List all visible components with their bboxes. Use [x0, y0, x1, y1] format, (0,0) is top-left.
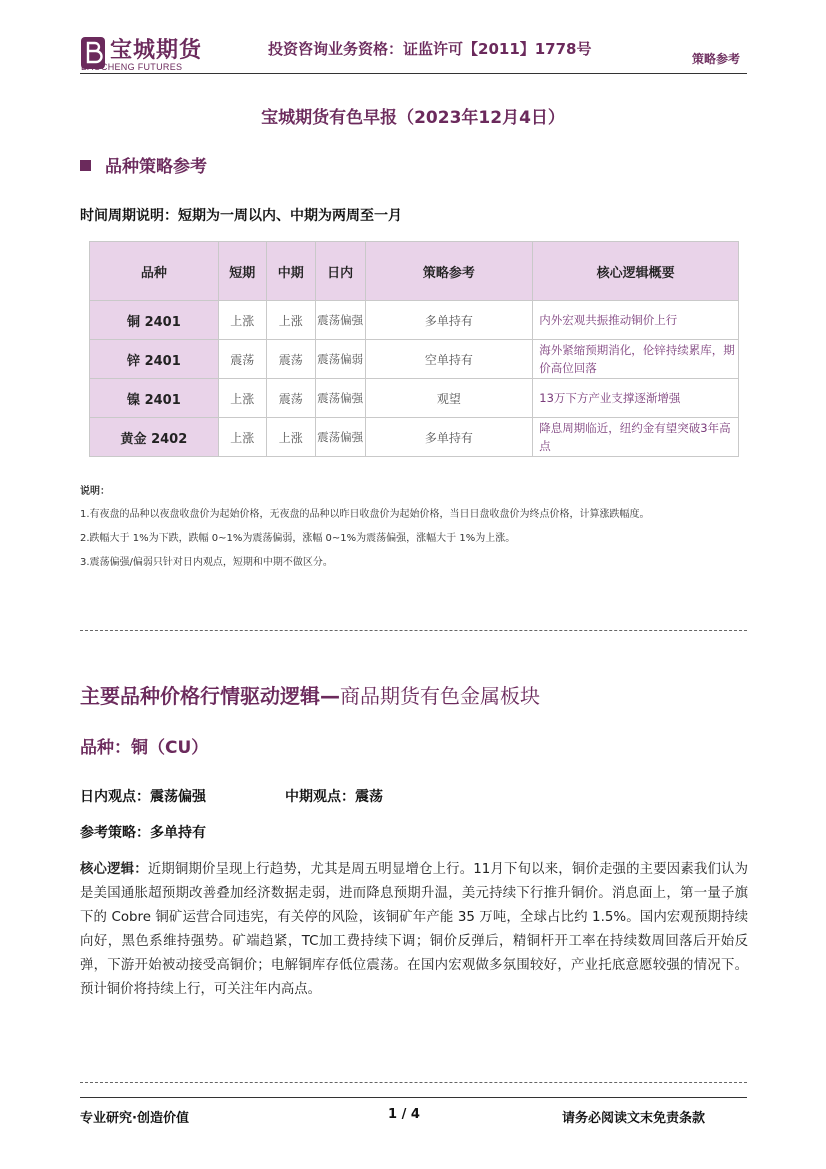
mid-term-cell: 上涨 [266, 301, 315, 340]
section-heading-text: 品种策略参考 [105, 157, 207, 177]
strategy-cell: 观望 [365, 379, 533, 418]
intraday-cell: 震荡偏强 [315, 301, 365, 340]
notes-block [80, 483, 750, 578]
logo-text-cn: 宝城期货 [110, 38, 203, 63]
short-term-cell: 上涨 [218, 418, 266, 457]
report-title: 宝城期货有色早报（2023年12月4日） [261, 108, 565, 128]
logic-cell: 13万下方产业支撑逐渐增强 [533, 379, 739, 418]
page-number: 1 / 4 [388, 1107, 420, 1122]
logic-cell: 海外紧缩预期消化，伦锌持续累库，期价高位回落 [533, 340, 739, 379]
variety-cell: 铜 2401 [90, 301, 219, 340]
dashed-divider [80, 1082, 747, 1083]
table-header-row [90, 242, 739, 301]
col-header: 短期 [218, 242, 266, 301]
report-category: 策略参考 [692, 52, 741, 66]
variety-cell: 黄金 2402 [90, 418, 219, 457]
period-note: 时间周期说明：短期为一周以内、中期为两周至一月 [80, 208, 402, 224]
disclaimer-notice: 请务必阅读文末免责条款 [562, 1111, 706, 1126]
strategy-cell: 空单持有 [365, 340, 533, 379]
intraday-cell: 震荡偏强 [315, 418, 365, 457]
logic-cell: 内外宏观共振推动铜价上行 [533, 301, 739, 340]
col-header: 日内 [315, 242, 365, 301]
short-term-cell: 上涨 [218, 301, 266, 340]
strategy-cell: 多单持有 [365, 418, 533, 457]
table-row [90, 379, 739, 418]
table-row [90, 301, 739, 340]
notes-heading: 说明： [80, 486, 110, 497]
intraday-view: 日内观点：震荡偏强 [80, 789, 206, 805]
intraday-cell: 震荡偏弱 [315, 340, 365, 379]
driver-heading-bold: 主要品种价格行情驱动逻辑— [80, 684, 340, 708]
core-logic-paragraph [80, 858, 748, 1002]
note-item: 2.跌幅大于 1%为下跌，跌幅 0~1%为震荡偏弱，涨幅 0~1%为震荡偏强，涨幅大于 1%为上涨。 [80, 533, 516, 544]
short-term-cell: 上涨 [218, 379, 266, 418]
mid-term-cell: 震荡 [266, 340, 315, 379]
strategy-table [89, 241, 739, 457]
variety-heading: 品种：铜（CU） [80, 738, 209, 758]
views-line [80, 786, 383, 806]
note-item: 1.有夜盘的品种以夜盘收盘价为起始价格，无夜盘的品种以昨日收盘价为起始价格，当日日盘收盘价为终点价格，计算涨跌幅度。 [80, 509, 650, 520]
mid-term-view: 中期观点：震荡 [285, 789, 383, 805]
col-header: 品种 [90, 242, 219, 301]
square-bullet-icon [80, 160, 91, 171]
table-row [90, 340, 739, 379]
driver-heading-sector: 商品期货有色金属板块 [340, 684, 540, 708]
footer-slogan: 专业研究·创造价值 [80, 1111, 189, 1126]
intraday-cell: 震荡偏强 [315, 379, 365, 418]
mid-term-cell: 上涨 [266, 418, 315, 457]
mid-term-cell: 震荡 [266, 379, 315, 418]
strategy-cell: 多单持有 [365, 301, 533, 340]
logic-cell: 降息周期临近，纽约金有望突破3年高点 [533, 418, 739, 457]
dashed-divider [80, 630, 747, 631]
driver-logic-heading [80, 680, 540, 709]
variety-cell: 锌 2401 [90, 340, 219, 379]
col-header: 核心逻辑概要 [533, 242, 739, 301]
col-header: 中期 [266, 242, 315, 301]
variety-cell: 镍 2401 [90, 379, 219, 418]
section-heading [80, 152, 207, 177]
table-row [90, 418, 739, 457]
core-logic-label: 核心逻辑： [80, 862, 148, 877]
note-item: 3.震荡偏强/偏弱只针对日内观点，短期和中期不做区分。 [80, 557, 333, 568]
reference-strategy: 参考策略：多单持有 [80, 825, 206, 841]
qualification-text: 投资咨询业务资格：证监许可【2011】1778号 [268, 40, 592, 58]
short-term-cell: 震荡 [218, 340, 266, 379]
logo-text-en: BAOCHENG FUTURES [81, 62, 183, 72]
col-header: 策略参考 [365, 242, 533, 301]
core-logic-text: 近期铜期价呈现上行趋势，尤其是周五明显增仓上行。11月下旬以来，铜价走强的主要因素我们认为是美国通胀超预期改善叠加经济数据走弱，进而降息预期升温，美元持续下行推升铜价。消息面上，第一量子旗下的 Cobre 铜矿运营合同违宪，有关停的风险，该铜矿年产能 35 万吨，全球占比约 1.5%。国内宏观预期持续向好，黑色系维持强势。矿端趋紧，TC加工费持续下调；铜价反弹后，精铜杆开工率在持续数周回落后开始反弹，下游开始被动接受高铜价；电解铜库存低位震荡。在国内宏观做多氛围较好，产业托底意愿较强的情况下。预计铜价将持续上行，可关注年内高点。 [80, 862, 748, 997]
footer-divider [80, 1097, 747, 1098]
header-divider [80, 73, 747, 74]
